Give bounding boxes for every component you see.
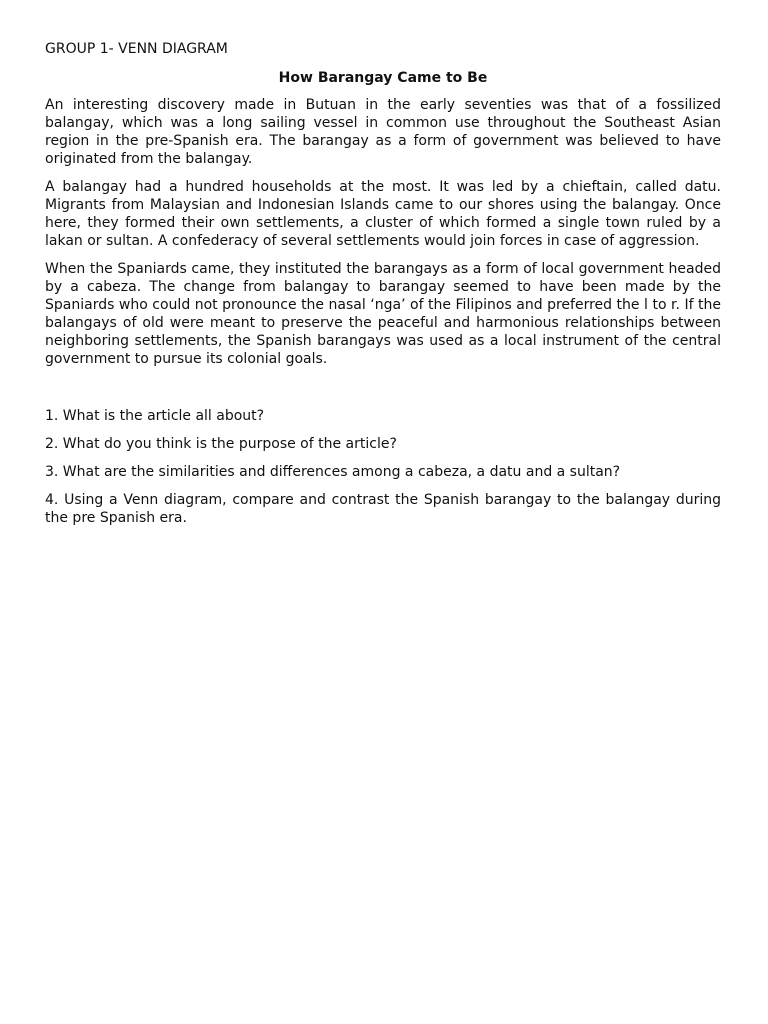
document-title: How Barangay Came to Be [278,70,488,86]
paragraph-2: A balangay had a hundred households at the most. It was led by a chieftain, called datu. Migrants from Malaysian and Indonesian Islands came to our shores using the balangay. Once here, they formed their own settlements, a cluster of which formed a single town ruled by a lakan or sultan. A confederacy of several settlements would join forces in case of aggression. [45,179,721,249]
question-1: 1. What is the article all about? [45,408,265,424]
question-2: 2. What do you think is the purpose of the article? [45,436,397,452]
question-3: 3. What are the similarities and differences among a cabeza, a datu and a sultan? [45,464,621,480]
group-label: GROUP 1- VENN DIAGRAM [45,41,228,57]
document-page [45,40,721,537]
paragraph-1: An interesting discovery made in Butuan in the early seventies was that of a fossilized balangay, which was a long sailing vessel in common use throughout the Southeast Asian region in the pre-Spanish era. The barangay as a form of government was believed to have originated from the balangay. [45,97,721,167]
section-spacer [45,378,721,407]
paragraph-3: When the Spaniards came, they instituted the barangays as a form of local government headed by a cabeza. The change from balangay to barangay seemed to have been made by the Spaniards who could not pronounce the nasal ‘nga’ of the Filipinos and preferred the l to r. If the balangays of old were meant to preserve the peaceful and harmonious relationships between neighboring settlements, the Spanish barangays was used as a local instrument of the central government to pursue its colonial goals. [45,261,721,367]
question-4: 4. Using a Venn diagram, compare and contrast the Spanish barangay to the balangay during the pre Spanish era. [45,492,721,526]
